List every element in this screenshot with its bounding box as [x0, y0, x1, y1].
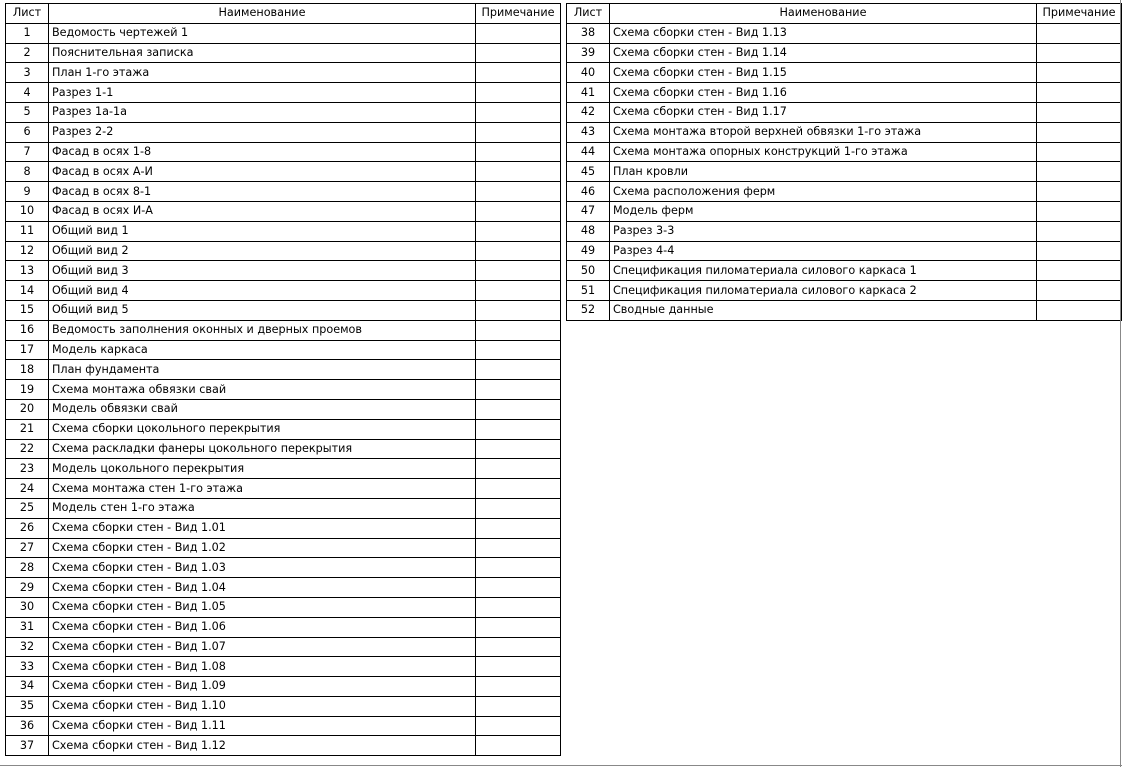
sheet-number-cell: 47 — [567, 201, 610, 221]
header-sheet: Лист — [567, 4, 610, 24]
table-row — [6, 716, 561, 736]
sheet-name-cell: Модель обвязки свай — [49, 399, 476, 419]
sheet-note-cell — [476, 399, 561, 419]
sheet-note-cell — [476, 281, 561, 301]
sheet-name-cell: Схема сборки стен - Вид 1.17 — [610, 102, 1037, 122]
sheet-number-cell: 41 — [567, 83, 610, 103]
sheet-number-cell: 51 — [567, 281, 610, 301]
table-row — [6, 399, 561, 419]
sheet-name-cell: Общий вид 1 — [49, 221, 476, 241]
sheet-note-cell — [476, 261, 561, 281]
sheet-name-cell: Разрез 3-3 — [610, 221, 1037, 241]
sheet-name-cell: Фасад в осях А-И — [49, 162, 476, 182]
table-header-row — [6, 4, 561, 24]
sheet-name-cell: Схема сборки стен - Вид 1.16 — [610, 83, 1037, 103]
sheet-number-cell: 24 — [6, 479, 49, 499]
sheet-number-cell: 15 — [6, 300, 49, 320]
page-edge-bottom — [0, 765, 1122, 766]
sheet-number-cell: 8 — [6, 162, 49, 182]
sheet-number-cell: 50 — [567, 261, 610, 281]
table-row — [6, 419, 561, 439]
sheet-number-cell: 7 — [6, 142, 49, 162]
sheet-number-cell: 2 — [6, 43, 49, 63]
sheet-name-cell: План 1-го этажа — [49, 63, 476, 83]
table-row — [6, 360, 561, 380]
sheet-number-cell: 5 — [6, 102, 49, 122]
sheet-note-cell — [476, 637, 561, 657]
sheet-number-cell: 49 — [567, 241, 610, 261]
table-row — [6, 162, 561, 182]
sheet-number-cell: 25 — [6, 498, 49, 518]
page-edge-right — [1120, 0, 1121, 767]
table-header-row — [567, 4, 1122, 24]
sheet-note-cell — [1037, 201, 1122, 221]
sheet-number-cell: 4 — [6, 83, 49, 103]
sheet-note-cell — [476, 538, 561, 558]
sheet-number-cell: 9 — [6, 182, 49, 202]
table-row — [567, 261, 1122, 281]
sheet-name-cell: План кровли — [610, 162, 1037, 182]
sheet-name-cell: Схема сборки стен - Вид 1.08 — [49, 657, 476, 677]
sheet-number-cell: 33 — [6, 657, 49, 677]
table-row — [6, 696, 561, 716]
table-row — [6, 43, 561, 63]
table-row — [567, 221, 1122, 241]
sheet-name-cell: Схема сборки стен - Вид 1.02 — [49, 538, 476, 558]
sheet-note-cell — [476, 201, 561, 221]
table-row — [567, 241, 1122, 261]
table-row — [6, 736, 561, 756]
table-row — [6, 558, 561, 578]
sheet-note-cell — [476, 63, 561, 83]
sheet-name-cell: Схема сборки стен - Вид 1.03 — [49, 558, 476, 578]
sheet-name-cell: Схема сборки стен - Вид 1.10 — [49, 696, 476, 716]
sheet-name-cell: Схема монтажа стен 1-го этажа — [49, 479, 476, 499]
table-row — [6, 597, 561, 617]
sheet-number-cell: 19 — [6, 380, 49, 400]
sheet-name-cell: План фундамента — [49, 360, 476, 380]
sheet-note-cell — [476, 419, 561, 439]
table-row — [567, 83, 1122, 103]
sheet-name-cell: Схема сборки цокольного перекрытия — [49, 419, 476, 439]
table-row — [6, 617, 561, 637]
table-row — [6, 102, 561, 122]
sheet-note-cell — [476, 221, 561, 241]
sheet-number-cell: 40 — [567, 63, 610, 83]
table-row — [6, 281, 561, 301]
header-name: Наименование — [610, 4, 1037, 24]
sheet-note-cell — [476, 43, 561, 63]
table-row — [6, 380, 561, 400]
sheet-note-cell — [476, 340, 561, 360]
sheet-number-cell: 45 — [567, 162, 610, 182]
sheet-name-cell: Сводные данные — [610, 300, 1037, 320]
sheet-number-cell: 1 — [6, 23, 49, 43]
sheet-name-cell: Общий вид 2 — [49, 241, 476, 261]
sheet-number-cell: 42 — [567, 102, 610, 122]
sheet-number-cell: 31 — [6, 617, 49, 637]
sheet-name-cell: Ведомость заполнения оконных и дверных проемов — [49, 320, 476, 340]
sheet-name-cell: Схема сборки стен - Вид 1.01 — [49, 518, 476, 538]
sheet-name-cell: Схема сборки стен - Вид 1.05 — [49, 597, 476, 617]
sheet-number-cell: 18 — [6, 360, 49, 380]
sheet-name-cell: Разрез 2-2 — [49, 122, 476, 142]
sheet-note-cell — [476, 716, 561, 736]
sheet-name-cell: Схема сборки стен - Вид 1.09 — [49, 677, 476, 697]
sheet-number-cell: 16 — [6, 320, 49, 340]
table-row — [6, 182, 561, 202]
sheet-note-cell — [476, 320, 561, 340]
sheet-name-cell: Схема монтажа опорных конструкций 1-го этажа — [610, 142, 1037, 162]
sheet-note-cell — [1037, 83, 1122, 103]
sheet-name-cell: Фасад в осях 8-1 — [49, 182, 476, 202]
sheet-note-cell — [476, 459, 561, 479]
sheet-number-cell: 22 — [6, 439, 49, 459]
sheet-number-cell: 26 — [6, 518, 49, 538]
sheet-name-cell: Схема сборки стен - Вид 1.12 — [49, 736, 476, 756]
table-row — [6, 320, 561, 340]
table-row — [6, 23, 561, 43]
table-row — [6, 439, 561, 459]
sheet-name-cell: Модель ферм — [610, 201, 1037, 221]
table-row — [6, 578, 561, 598]
sheet-name-cell: Схема сборки стен - Вид 1.14 — [610, 43, 1037, 63]
table-row — [567, 43, 1122, 63]
sheet-note-cell — [1037, 23, 1122, 43]
table-row — [6, 538, 561, 558]
sheet-number-cell: 32 — [6, 637, 49, 657]
sheet-name-cell: Спецификация пиломатериала силового каркаса 2 — [610, 281, 1037, 301]
drawing-list-table-right — [566, 3, 1122, 321]
table-row — [6, 201, 561, 221]
sheet-note-cell — [476, 518, 561, 538]
sheet-name-cell: Схема сборки стен - Вид 1.13 — [610, 23, 1037, 43]
sheet-note-cell — [476, 578, 561, 598]
sheet-number-cell: 37 — [6, 736, 49, 756]
sheet-note-cell — [1037, 300, 1122, 320]
sheet-note-cell — [476, 241, 561, 261]
sheet-note-cell — [1037, 63, 1122, 83]
table-body-left — [6, 23, 561, 755]
sheet-number-cell: 39 — [567, 43, 610, 63]
table-row — [6, 300, 561, 320]
sheet-name-cell: Разрез 1а-1а — [49, 102, 476, 122]
sheet-note-cell — [476, 498, 561, 518]
sheet-name-cell: Модель стен 1-го этажа — [49, 498, 476, 518]
sheet-note-cell — [476, 696, 561, 716]
sheet-note-cell — [476, 162, 561, 182]
sheet-note-cell — [1037, 261, 1122, 281]
sheet-name-cell: Пояснительная записка — [49, 43, 476, 63]
table-body-right — [567, 23, 1122, 320]
sheet-note-cell — [476, 300, 561, 320]
sheet-note-cell — [476, 102, 561, 122]
table-row — [6, 83, 561, 103]
table-row — [567, 281, 1122, 301]
sheet-note-cell — [476, 677, 561, 697]
sheet-note-cell — [1037, 122, 1122, 142]
table-row — [6, 261, 561, 281]
sheet-name-cell: Фасад в осях И-А — [49, 201, 476, 221]
sheet-name-cell: Схема сборки стен - Вид 1.15 — [610, 63, 1037, 83]
sheet-note-cell — [1037, 221, 1122, 241]
sheet-note-cell — [476, 83, 561, 103]
sheet-number-cell: 43 — [567, 122, 610, 142]
sheet-note-cell — [476, 558, 561, 578]
sheet-number-cell: 38 — [567, 23, 610, 43]
sheet-note-cell — [476, 736, 561, 756]
table-row — [567, 142, 1122, 162]
sheet-note-cell — [1037, 102, 1122, 122]
sheet-number-cell: 10 — [6, 201, 49, 221]
table-row — [6, 63, 561, 83]
sheet-number-cell: 48 — [567, 221, 610, 241]
sheet-name-cell: Спецификация пиломатериала силового каркаса 1 — [610, 261, 1037, 281]
sheet-number-cell: 29 — [6, 578, 49, 598]
table-row — [6, 122, 561, 142]
sheet-number-cell: 12 — [6, 241, 49, 261]
sheet-name-cell: Ведомость чертежей 1 — [49, 23, 476, 43]
table-row — [567, 23, 1122, 43]
sheet-number-cell: 36 — [6, 716, 49, 736]
sheet-note-cell — [476, 439, 561, 459]
table-row — [6, 221, 561, 241]
sheet-number-cell: 11 — [6, 221, 49, 241]
table-row — [567, 122, 1122, 142]
sheet-number-cell: 46 — [567, 182, 610, 202]
sheet-note-cell — [476, 479, 561, 499]
header-note: Примечание — [476, 4, 561, 24]
header-note: Примечание — [1037, 4, 1122, 24]
sheet-number-cell: 17 — [6, 340, 49, 360]
sheet-name-cell: Фасад в осях 1-8 — [49, 142, 476, 162]
sheet-note-cell — [476, 182, 561, 202]
sheet-number-cell: 35 — [6, 696, 49, 716]
table-row — [567, 300, 1122, 320]
sheet-name-cell: Разрез 1-1 — [49, 83, 476, 103]
sheet-note-cell — [476, 380, 561, 400]
sheet-name-cell: Модель каркаса — [49, 340, 476, 360]
sheet-name-cell: Общий вид 4 — [49, 281, 476, 301]
table-row — [6, 518, 561, 538]
sheet-number-cell: 21 — [6, 419, 49, 439]
sheet-note-cell — [476, 617, 561, 637]
sheet-number-cell: 27 — [6, 538, 49, 558]
sheet-name-cell: Схема сборки стен - Вид 1.04 — [49, 578, 476, 598]
table-row — [6, 677, 561, 697]
sheet-note-cell — [476, 657, 561, 677]
sheet-name-cell: Общий вид 5 — [49, 300, 476, 320]
table-row — [567, 182, 1122, 202]
sheet-name-cell: Схема сборки стен - Вид 1.06 — [49, 617, 476, 637]
sheet-name-cell: Схема сборки стен - Вид 1.11 — [49, 716, 476, 736]
table-row — [6, 657, 561, 677]
table-row — [6, 498, 561, 518]
sheet-note-cell — [476, 360, 561, 380]
table-row — [567, 201, 1122, 221]
table-row — [6, 479, 561, 499]
sheet-number-cell: 30 — [6, 597, 49, 617]
sheet-note-cell — [476, 122, 561, 142]
table-row — [6, 340, 561, 360]
sheet-number-cell: 14 — [6, 281, 49, 301]
sheet-name-cell: Схема сборки стен - Вид 1.07 — [49, 637, 476, 657]
sheet-name-cell: Общий вид 3 — [49, 261, 476, 281]
table-row — [6, 241, 561, 261]
sheet-number-cell: 20 — [6, 399, 49, 419]
sheet-note-cell — [1037, 43, 1122, 63]
sheet-name-cell: Схема монтажа второй верхней обвязки 1-го этажа — [610, 122, 1037, 142]
sheet-number-cell: 44 — [567, 142, 610, 162]
sheet-number-cell: 23 — [6, 459, 49, 479]
table-row — [567, 102, 1122, 122]
table-row — [6, 459, 561, 479]
sheet-note-cell — [476, 597, 561, 617]
drawing-list-table-left — [5, 3, 561, 756]
sheet-note-cell — [1037, 162, 1122, 182]
table-row — [6, 142, 561, 162]
sheet-note-cell — [1037, 241, 1122, 261]
sheet-note-cell — [476, 23, 561, 43]
sheet-note-cell — [1037, 142, 1122, 162]
sheet-name-cell: Схема монтажа обвязки свай — [49, 380, 476, 400]
sheet-name-cell: Модель цокольного перекрытия — [49, 459, 476, 479]
header-sheet: Лист — [6, 4, 49, 24]
sheet-number-cell: 52 — [567, 300, 610, 320]
table-row — [567, 162, 1122, 182]
header-name: Наименование — [49, 4, 476, 24]
sheet-name-cell: Схема расположения ферм — [610, 182, 1037, 202]
sheet-note-cell — [1037, 182, 1122, 202]
table-row — [6, 637, 561, 657]
sheet-number-cell: 6 — [6, 122, 49, 142]
sheet-number-cell: 28 — [6, 558, 49, 578]
sheet-number-cell: 13 — [6, 261, 49, 281]
sheet-name-cell: Разрез 4-4 — [610, 241, 1037, 261]
sheet-number-cell: 3 — [6, 63, 49, 83]
sheet-name-cell: Схема раскладки фанеры цокольного перекрытия — [49, 439, 476, 459]
table-row — [567, 63, 1122, 83]
sheet-note-cell — [476, 142, 561, 162]
sheet-number-cell: 34 — [6, 677, 49, 697]
sheet-note-cell — [1037, 281, 1122, 301]
